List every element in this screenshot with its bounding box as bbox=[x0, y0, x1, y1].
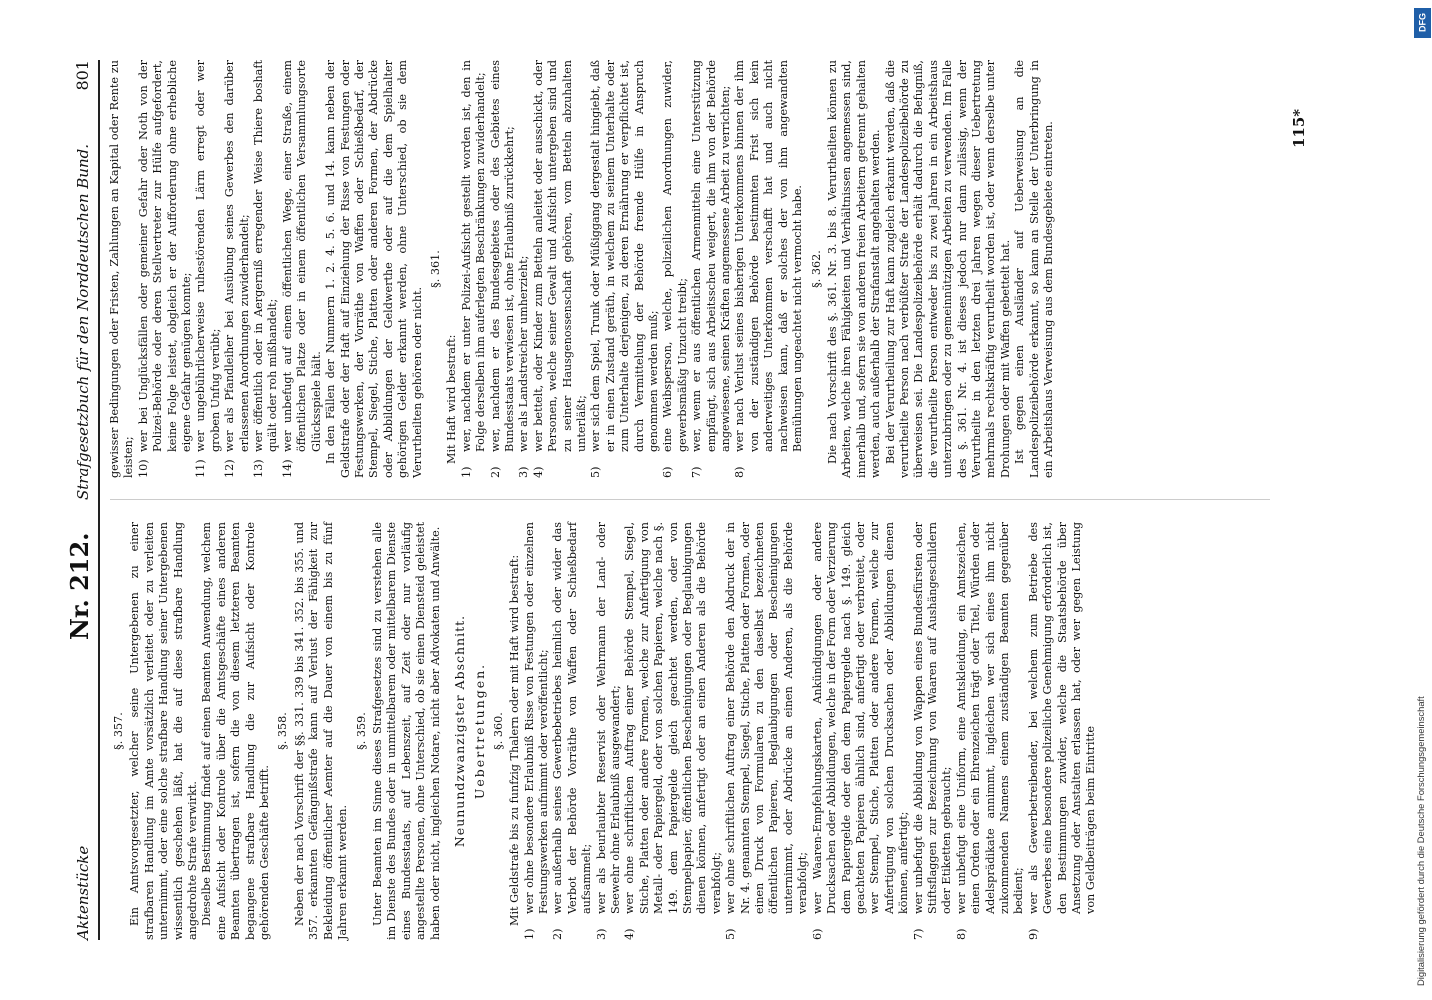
list-item bbox=[523, 522, 552, 940]
item-number: 12) bbox=[223, 459, 237, 478]
paragraph: Neben der nach Vorschrift der §§. 331. 339 bis 341. 352. bis 355. und 357. erkannten Gefängnißstrafe kann auf Verlust der Fähigkeit zur Bekleidung öffentlicher Aemter auf die Dauer von einem bis zu fünf Jahren erkannt werden. bbox=[292, 522, 350, 940]
item-number: 2) bbox=[488, 466, 502, 478]
list-item bbox=[912, 522, 955, 940]
page-header bbox=[58, 60, 100, 940]
list-item bbox=[1027, 522, 1099, 940]
list-item bbox=[595, 522, 624, 940]
provision-list bbox=[460, 60, 806, 478]
item-text: wer, nachdem er unter Polizei-Aufsicht gestellt worden ist, den in Folge derselben ihm auferlegten Beschränkungen zuwiderhandelt; bbox=[459, 60, 488, 452]
item-number: 1) bbox=[522, 928, 536, 940]
item-text: wer als Gewerbetreibender, bei welchem zum Betriebe des Gewerbes eine besondere polizeiliche Genehmigung erforderlich ist, den Bestimmungen zuwider, welche die Staatsbehörde über Ansetzung oder Anstalten erlassen hat, oder wer gegen Leistung von Geldbeiträgen beim Eintritte bbox=[1026, 522, 1098, 914]
section-title: §. 360. bbox=[491, 712, 505, 750]
item-text: wer bettelt, oder Kinder zum Betteln anleitet oder ausschickt, oder Personen, welche seiner Gewalt und Aufsicht untergeben sind und zu seiner Hausgenossenschaft gehören, vom Betteln abzuhalten unterläßt; bbox=[531, 60, 588, 452]
section-title: §. 358. bbox=[276, 712, 290, 750]
left-column bbox=[108, 522, 1099, 940]
item-text: wer Waaren-Empfehlungskarten, Ankündigungen oder andere Drucksachen oder Abbildungen, welche in der Form oder Verzierung dem Papiergelde oder den dem Papiergelde nach §. 149. gleich geachteten Papieren ähnlich sind, anfertigt oder verbreitet, oder wer Stempel, Stiche, Platten oder andere Formen, welche zur Anfertigung von solchen Drucksachen oder Abbildungen dienen können, anfertigt; bbox=[810, 522, 911, 914]
paragraph: Unter Beamten im Sinne dieses Strafgesetzes sind zu verstehen alle im Dienste des Bundes oder in unmittelbarem oder mittelbarem Dienste eines Bundesstaats, auf Lebenszeit, auf Zeit oder nur vorläufig angestellte Personen, ohne Unterschied, ob sie einen Diensteid geleistet haben oder nicht, ingleichen Notare, nicht aber Advokaten und Anwälte. bbox=[370, 522, 442, 940]
list-item bbox=[551, 522, 594, 940]
list-item bbox=[460, 60, 489, 478]
item-text: wer, wenn er aus öffentlichen Armenmitteln eine Unterstützung empfängt, sich aus Arbeitsscheu weigert, die ihm von der Behörde angewiesene, seinen Kräften angemessene Arbeit zu verrichten; bbox=[690, 60, 733, 452]
item-number: 2) bbox=[551, 928, 565, 940]
section-title: §. 357. bbox=[112, 712, 125, 750]
paragraph: Mit Geldstrafe bis zu funfzig Thalern oder mit Haft wird bestraft: bbox=[508, 554, 522, 926]
dfg-logo: DFG bbox=[1414, 8, 1431, 38]
list-item bbox=[623, 522, 724, 940]
item-number: 6) bbox=[661, 466, 675, 478]
list-item bbox=[724, 522, 810, 940]
paragraph: Bei der Verurtheilung zur Haft kann zugleich erkannt werden, daß die verurtheilte Person nach verbüßter Strafe der Landespolizeibehörde zu überweisen sei. Die Landespolizeibehörde erhält dadurch die Befugniß, die verurtheilte Person entweder bis zu zwei Jahren in ein Arbeitshaus unterzubringen oder zu gemeinnützigen Arbeiten zu verwenden. Im Falle des §. 361. Nr. 4. ist dieses jedoch nur dann zulässig, wenn der Verurtheilte in den letzten drei Jahren wegen dieser Uebertretung mehrmals rechtskräftig verurtheilt worden ist, oder wenn derselbe unter Drohungen oder mit Waffen gebettelt hat. bbox=[883, 60, 1012, 478]
item-number: 8) bbox=[733, 466, 747, 478]
list-item bbox=[281, 60, 324, 478]
right-column bbox=[108, 60, 1056, 478]
item-number: 4) bbox=[531, 466, 545, 478]
list-item bbox=[690, 60, 733, 478]
paragraph: Die nach Vorschrift des §. 361. Nr. 3. bis 8. Verurtheilten können zu Arbeiten, welche ihren Fähigkeiten und Verhältnissen angemessen sind, innerhalb und, sofern sie von anderen freien Arbeitern getrennt gehalten werden, auch außerhalb der Strafanstalt angehalten werden. bbox=[825, 60, 883, 478]
item-text: wer ohne schriftlichen Auftrag einer Behörde Stempel, Siegel, Stiche, Platten oder andere Formen, welche zur Anfertigung von Metall- oder Papiergeld, oder von solchen Papieren, welche nach §. 149. dem Papiergelde gleich geachtet werden, oder von Stempelpapier, öffentlichen Bescheinigungen oder Beglaubigungen dienen können, anfertigt oder an einen Anderen als die Behörde verabfolgt; bbox=[623, 522, 723, 914]
chapter-subheading: Uebertretungen. bbox=[472, 662, 488, 800]
item-text: wer nach Verlust seines bisherigen Unterkommens binnen der ihm von der zuständigen Behörde bestimmten Frist sich kein anderweitiges Unterkommen verschafft hat und auch nicht nachweisen kann, daß er solches der von ihm angewandten Bemühungen ungeachtet nicht vermocht habe. bbox=[733, 60, 805, 452]
list-item bbox=[661, 60, 690, 478]
paragraph: Ein Amtsvorgesetzter, welcher seine Untergebenen zu einer strafbaren Handlung im Amte vorsätzlich verleitet oder zu verleiten unternimmt, oder eine solche strafbare Handlung seiner Untergebenen wissentlich geschehen läßt, hat die auf diese strafbare Handlung angedrohte Strafe verwirkt. bbox=[128, 522, 200, 940]
item-number: 13) bbox=[252, 459, 266, 478]
item-text: wer, nachdem er des Bundesgebietes oder des Gebietes eines Bundesstaats verwiesen ist, ohne Erlaubniß zurückkehrt; bbox=[488, 60, 516, 452]
item-text: wer ohne besondere Erlaubniß Risse von Festungen oder einzelnen Festungswerken aufnimmt oder veröffentlicht; bbox=[522, 522, 550, 914]
item-text: eine Weibsperson, welche, polizeilichen Anordnungen zuwider, gewerbsmäßig Unzucht treibt; bbox=[661, 60, 689, 452]
item-number: 6) bbox=[810, 928, 824, 940]
header-title: Strafgesetzbuch für den Norddeutschen Bund. bbox=[74, 144, 92, 500]
item-text: wer bei Unglücksfällen oder gemeiner Gefahr oder Noth von der Polizei-Behörde oder deren Stellvertreter zur Hülfe aufgefordert, keine Folge leistet, obgleich er der Aufforderung ohne erhebliche eigene Gefahr genügen konnte; bbox=[136, 60, 194, 452]
item-number: 8) bbox=[954, 928, 968, 940]
item-text: wer als Landstreicher umherzieht; bbox=[517, 255, 531, 452]
header-left: Aktenstücke bbox=[74, 845, 92, 940]
item-number: 3) bbox=[594, 928, 608, 940]
funding-credit: Digitalisierung gefördert durch die Deutsche Forschungsgemeinschaft bbox=[1415, 696, 1426, 986]
column-divider bbox=[110, 499, 1270, 500]
list-item bbox=[733, 60, 805, 478]
paragraph: Ist gegen einen Ausländer auf Ueberweisung an die Landespolizeibehörde erkannt, so kann an Stelle der Unterbringung in ein Arbeitshaus Verweisung aus dem Bundesgebiete eintreten. bbox=[1013, 60, 1055, 478]
list-item bbox=[517, 60, 531, 478]
item-text: wer als beurlaubter Reservist oder Wehrmann der Land- oder Seewehr ohne Erlaubniß ausgewandert; bbox=[594, 522, 622, 914]
item-number: 3) bbox=[517, 466, 531, 478]
item-number: 1) bbox=[459, 466, 473, 478]
list-item bbox=[811, 522, 912, 940]
page-number: 801 bbox=[73, 60, 92, 91]
signature-mark: 115* bbox=[1290, 108, 1308, 148]
item-number: 5) bbox=[589, 466, 603, 478]
paragraph: Dieselbe Bestimmung findet auf einen Beamten Anwendung, welchem eine Aufsicht oder Kontrole über die Amtsgeschäfte eines anderen Beamten übertragen ist, sofern die von diesem letzteren Beamten begangene strafbare Handlung die zur Aufsicht oder Kontrole gehörenden Geschäfte betrifft. bbox=[200, 522, 272, 940]
chapter-heading: Neunundzwanzigster Abschnitt. bbox=[451, 614, 467, 848]
item-text: wer unbefugt auf einem öffentlichen Wege, einer Straße, einem öffentlichen Platze oder in einem öffentlichen Versammlungsorte Glücksspiele hält. bbox=[280, 60, 323, 452]
item-number: 9) bbox=[1026, 928, 1040, 940]
list-item bbox=[194, 60, 223, 478]
list-item bbox=[589, 60, 661, 478]
list-item bbox=[532, 60, 590, 478]
item-number: 10) bbox=[136, 459, 150, 478]
list-item bbox=[137, 60, 195, 478]
section-title: §. 361. bbox=[428, 250, 442, 288]
item-number: 4) bbox=[623, 928, 637, 940]
credit-strip bbox=[1413, 0, 1432, 1000]
item-text: wer ohne schriftlichen Auftrag einer Behörde den Abdruck der in Nr. 4. genannten Stempel, Siegel, Stiche, Platten oder Formen, oder einen Druck von Formularen zu den daselbst bezeichneten öffentlichen Papieren, Beglaubigungen oder Bescheinigungen unternimmt, oder Abdrücke an einen Anderen, als die Behörde verabfolgt; bbox=[724, 522, 810, 914]
paragraph: In den Fällen der Nummern 1. 2. 4. 5. 6. und 14. kann neben der Geldstrafe oder der Haft auf Einziehung der Risse von Festungen oder Festungswerken, der Vorräthe von Waffen oder Schießbedarf, der Stempel, Siegel, Stiche, Platten oder anderen Formen, der Abdrücke oder Abbildungen der Geldwerthe oder auf die dem Spielhalter gehörigen Gelder erkannt werden, ohne Unterschied, ob sie dem Verurtheilten gehören oder nicht. bbox=[324, 60, 424, 478]
list-item bbox=[489, 60, 518, 478]
item-number: 7) bbox=[911, 928, 925, 940]
section-title: §. 362. bbox=[809, 250, 823, 288]
list-item bbox=[955, 522, 1027, 940]
item-number: 14) bbox=[280, 459, 294, 478]
provision-list bbox=[523, 522, 1099, 940]
section-title: §. 359. bbox=[354, 712, 368, 750]
item-text: wer unbefugt die Abbildung von Wappen eines Bundesfürsten oder Stiftsflaggen zur Bezeichnung von Waaren auf Aushängeschildern oder Etiketten gebraucht; bbox=[911, 522, 954, 914]
item-number: 11) bbox=[194, 459, 208, 478]
list-item bbox=[252, 60, 281, 478]
item-number: 7) bbox=[690, 466, 704, 478]
item-text: wer als Pfandleiher bei Ausübung seines Gewerbes den darüber erlassenen Anordnungen zuwiderhandelt; bbox=[223, 60, 251, 452]
item-text: wer ungebührlicherweise ruhestörenden Lärm erregt oder wer groben Unfug verübt; bbox=[194, 60, 222, 452]
item-number: 5) bbox=[724, 928, 738, 940]
paragraph: gewisser Bedingungen oder Fristen, Zahlungen an Kapital oder Rente zu leisten; bbox=[108, 60, 136, 478]
provision-list bbox=[137, 60, 324, 478]
item-text: wer unbefugt eine Uniform, eine Amtskleidung, ein Amtszeichen, einen Orden oder ein Ehrenzeichen trägt oder Titel, Würden oder Adelsprädikate annimmt, ingleichen wer sich eines ihm nicht zukommenden Namens einem zuständigen Beamten gegenüber bedient; bbox=[954, 522, 1026, 914]
paragraph: Mit Haft wird bestraft: bbox=[445, 334, 459, 464]
list-item bbox=[223, 60, 252, 478]
item-text: wer öffentlich oder in Aergerniß erregender Weise Thiere boshaft quält oder roh mißhandelt; bbox=[252, 60, 280, 452]
header-document-number: Nr. 212. bbox=[65, 532, 94, 640]
item-text: wer außerhalb seines Gewerbebetriebes heimlich oder wider das Verbot der Behörde Vorräthe von Waffen oder Schießbedarf aufsammelt; bbox=[551, 522, 594, 914]
item-text: wer sich dem Spiel, Trunk oder Müßiggang dergestalt hingiebt, daß er in einen Zustand geräth, in welchem zu seinem Unterhalte oder zum Unterhalte derjenigen, zu deren Ernährung er verpflichtet ist, durch Vermittelung der Behörde fremde Hülfe in Anspruch genommen werden muß; bbox=[589, 60, 661, 452]
